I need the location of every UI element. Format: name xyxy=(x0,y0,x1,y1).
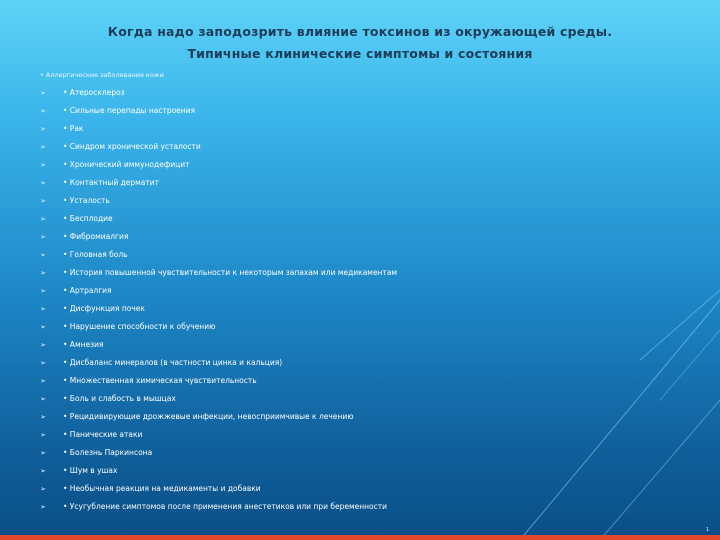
accent-bar xyxy=(0,535,720,540)
arrow-bullet-icon: ➢ xyxy=(40,233,46,241)
list-item xyxy=(38,372,678,390)
list-item xyxy=(38,174,678,192)
intro-line: • Аллергические заболевания кожи xyxy=(40,71,164,79)
arrow-bullet-icon: ➢ xyxy=(40,377,46,385)
list-item-text: • Фибромиалгия xyxy=(63,232,129,241)
arrow-bullet-icon: ➢ xyxy=(40,143,46,151)
list-item xyxy=(38,426,678,444)
list-item-text: • Болезнь Паркинсона xyxy=(63,448,153,457)
arrow-bullet-icon: ➢ xyxy=(40,305,46,313)
list-item xyxy=(38,462,678,480)
page-number: 1 xyxy=(706,527,710,533)
list-item xyxy=(38,354,678,372)
list-item-text: • Рак xyxy=(63,124,84,133)
arrow-bullet-icon: ➢ xyxy=(40,503,46,511)
arrow-bullet-icon: ➢ xyxy=(40,323,46,331)
list-item xyxy=(38,84,678,102)
arrow-bullet-icon: ➢ xyxy=(40,449,46,457)
list-item-text: • Артралгия xyxy=(63,286,112,295)
list-item-text: • Усугубление симптомов после применения анестетиков или при беременности xyxy=(63,502,387,511)
arrow-bullet-icon: ➢ xyxy=(40,341,46,349)
list-item-text: • Боль и слабость в мышцах xyxy=(63,394,176,403)
arrow-bullet-icon: ➢ xyxy=(40,215,46,223)
arrow-bullet-icon: ➢ xyxy=(40,359,46,367)
list-item xyxy=(38,498,678,516)
list-item xyxy=(38,120,678,138)
list-item xyxy=(38,210,678,228)
list-item xyxy=(38,408,678,426)
arrow-bullet-icon: ➢ xyxy=(40,485,46,493)
list-item-text: • Синдром хронической усталости xyxy=(63,142,201,151)
arrow-bullet-icon: ➢ xyxy=(40,89,46,97)
arrow-bullet-icon: ➢ xyxy=(40,467,46,475)
list-item xyxy=(38,264,678,282)
arrow-bullet-icon: ➢ xyxy=(40,107,46,115)
list-item-text: • Усталость xyxy=(63,196,110,205)
arrow-bullet-icon: ➢ xyxy=(40,251,46,259)
list-item-text: • Панические атаки xyxy=(63,430,143,439)
list-item xyxy=(38,246,678,264)
list-item-text: • Контактный дерматит xyxy=(63,178,159,187)
arrow-bullet-icon: ➢ xyxy=(40,179,46,187)
list-item-text: • Атеросклероз xyxy=(63,88,125,97)
symptom-list xyxy=(38,84,678,516)
slide-title: Когда надо заподозрить влияние токсинов из окружающей среды. xyxy=(107,24,613,39)
list-item-text: • Амнезия xyxy=(63,340,104,349)
arrow-bullet-icon: ➢ xyxy=(40,287,46,295)
list-item xyxy=(38,300,678,318)
list-item xyxy=(38,336,678,354)
arrow-bullet-icon: ➢ xyxy=(40,395,46,403)
list-item xyxy=(38,318,678,336)
list-item-text: • Нарушение способности к обучению xyxy=(63,322,216,331)
arrow-bullet-icon: ➢ xyxy=(40,413,46,421)
arrow-bullet-icon: ➢ xyxy=(40,269,46,277)
list-item xyxy=(38,102,678,120)
list-item-text: • Хронический иммунодефицит xyxy=(63,160,190,169)
list-item-text: • История повышенной чувствительности к некоторым запахам или медикаментам xyxy=(63,268,398,277)
list-item xyxy=(38,228,678,246)
list-item xyxy=(38,282,678,300)
list-item-text: • Головная боль xyxy=(63,250,128,259)
list-item xyxy=(38,156,678,174)
slide-subtitle: Типичные клинические симптомы и состояния xyxy=(187,46,533,61)
list-item-text: • Необычная реакция на медикаменты и добавки xyxy=(63,484,261,493)
arrow-bullet-icon: ➢ xyxy=(40,125,46,133)
list-item-text: • Дисбаланс минералов (в частности цинка и кальция) xyxy=(63,358,283,367)
list-item xyxy=(38,192,678,210)
arrow-bullet-icon: ➢ xyxy=(40,431,46,439)
list-item-text: • Шум в ушах xyxy=(63,466,118,475)
arrow-bullet-icon: ➢ xyxy=(40,197,46,205)
list-item-text: • Сильные перепады настроения xyxy=(63,106,196,115)
list-item-text: • Рецидивирующие дрожжевые инфекции, невосприимчивые к лечению xyxy=(63,412,354,421)
list-item xyxy=(38,390,678,408)
arrow-bullet-icon: ➢ xyxy=(40,161,46,169)
list-item xyxy=(38,138,678,156)
list-item-text: • Множественная химическая чувствительность xyxy=(63,376,257,385)
list-item-text: • Дисфункция почек xyxy=(63,304,145,313)
list-item-text: • Бесплодие xyxy=(63,214,113,223)
list-item xyxy=(38,444,678,462)
list-item xyxy=(38,480,678,498)
